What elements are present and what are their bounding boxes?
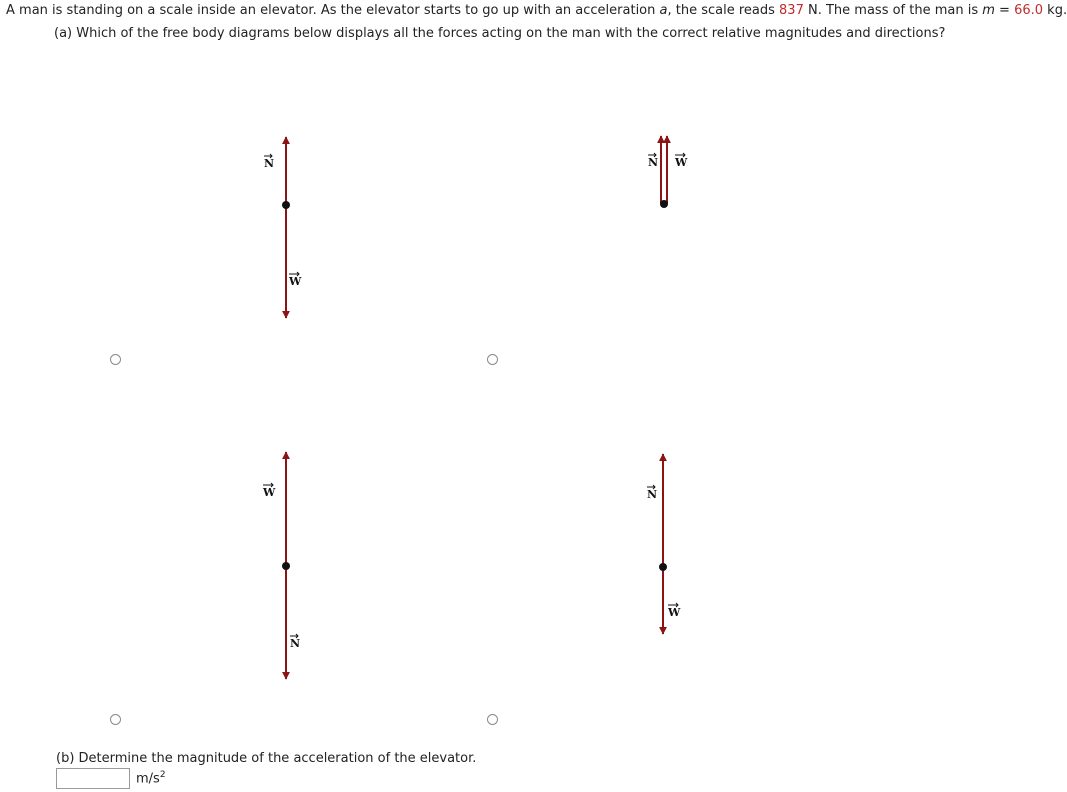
answer-units — [136, 770, 166, 786]
diagram-c — [262, 452, 300, 679]
problem-text: A man is standing on a scale inside an elevator. As the elevator starts to go up with an acceleration — [6, 3, 660, 18]
problem-text: N. The mass of the man is — [803, 3, 983, 18]
acceleration-answer-input[interactable] — [56, 768, 130, 789]
mass-value: 66.0 — [1014, 3, 1044, 18]
man-point — [660, 200, 668, 208]
option-b-radio[interactable] — [487, 354, 498, 365]
man-point — [282, 201, 290, 209]
part-a-question: (a) Which of the free body diagrams below displays all the forces acting on the man with the correct relative magnitudes and directions? — [54, 26, 946, 41]
part-b-question: (b) Determine the magnitude of the acceleration of the elevator. — [56, 751, 477, 766]
diagram-a — [264, 137, 302, 318]
units-base: m/s — [136, 771, 160, 787]
man-point — [659, 563, 667, 571]
label-w: W — [668, 606, 681, 619]
label-n: N — [647, 488, 658, 501]
diagram-d — [647, 454, 681, 634]
problem-text: kg. — [1043, 3, 1067, 18]
label-n: N — [290, 637, 301, 650]
label-w: W — [263, 486, 276, 499]
units-exponent: 2 — [159, 770, 166, 780]
mass-symbol: m — [982, 3, 995, 18]
label-w: W — [289, 275, 302, 288]
problem-text: , the scale reads — [667, 3, 780, 18]
accel-symbol: a — [659, 3, 668, 18]
man-point — [282, 562, 290, 570]
option-c-radio[interactable] — [110, 714, 121, 725]
option-d-radio[interactable] — [487, 714, 498, 725]
diagram-b — [648, 136, 688, 208]
label-w: W — [675, 156, 688, 169]
label-n: N — [648, 156, 659, 169]
problem-text: = — [994, 3, 1015, 18]
option-a-radio[interactable] — [110, 354, 121, 365]
label-n: N — [264, 157, 275, 170]
scale-reading-value: 837 — [779, 3, 804, 18]
